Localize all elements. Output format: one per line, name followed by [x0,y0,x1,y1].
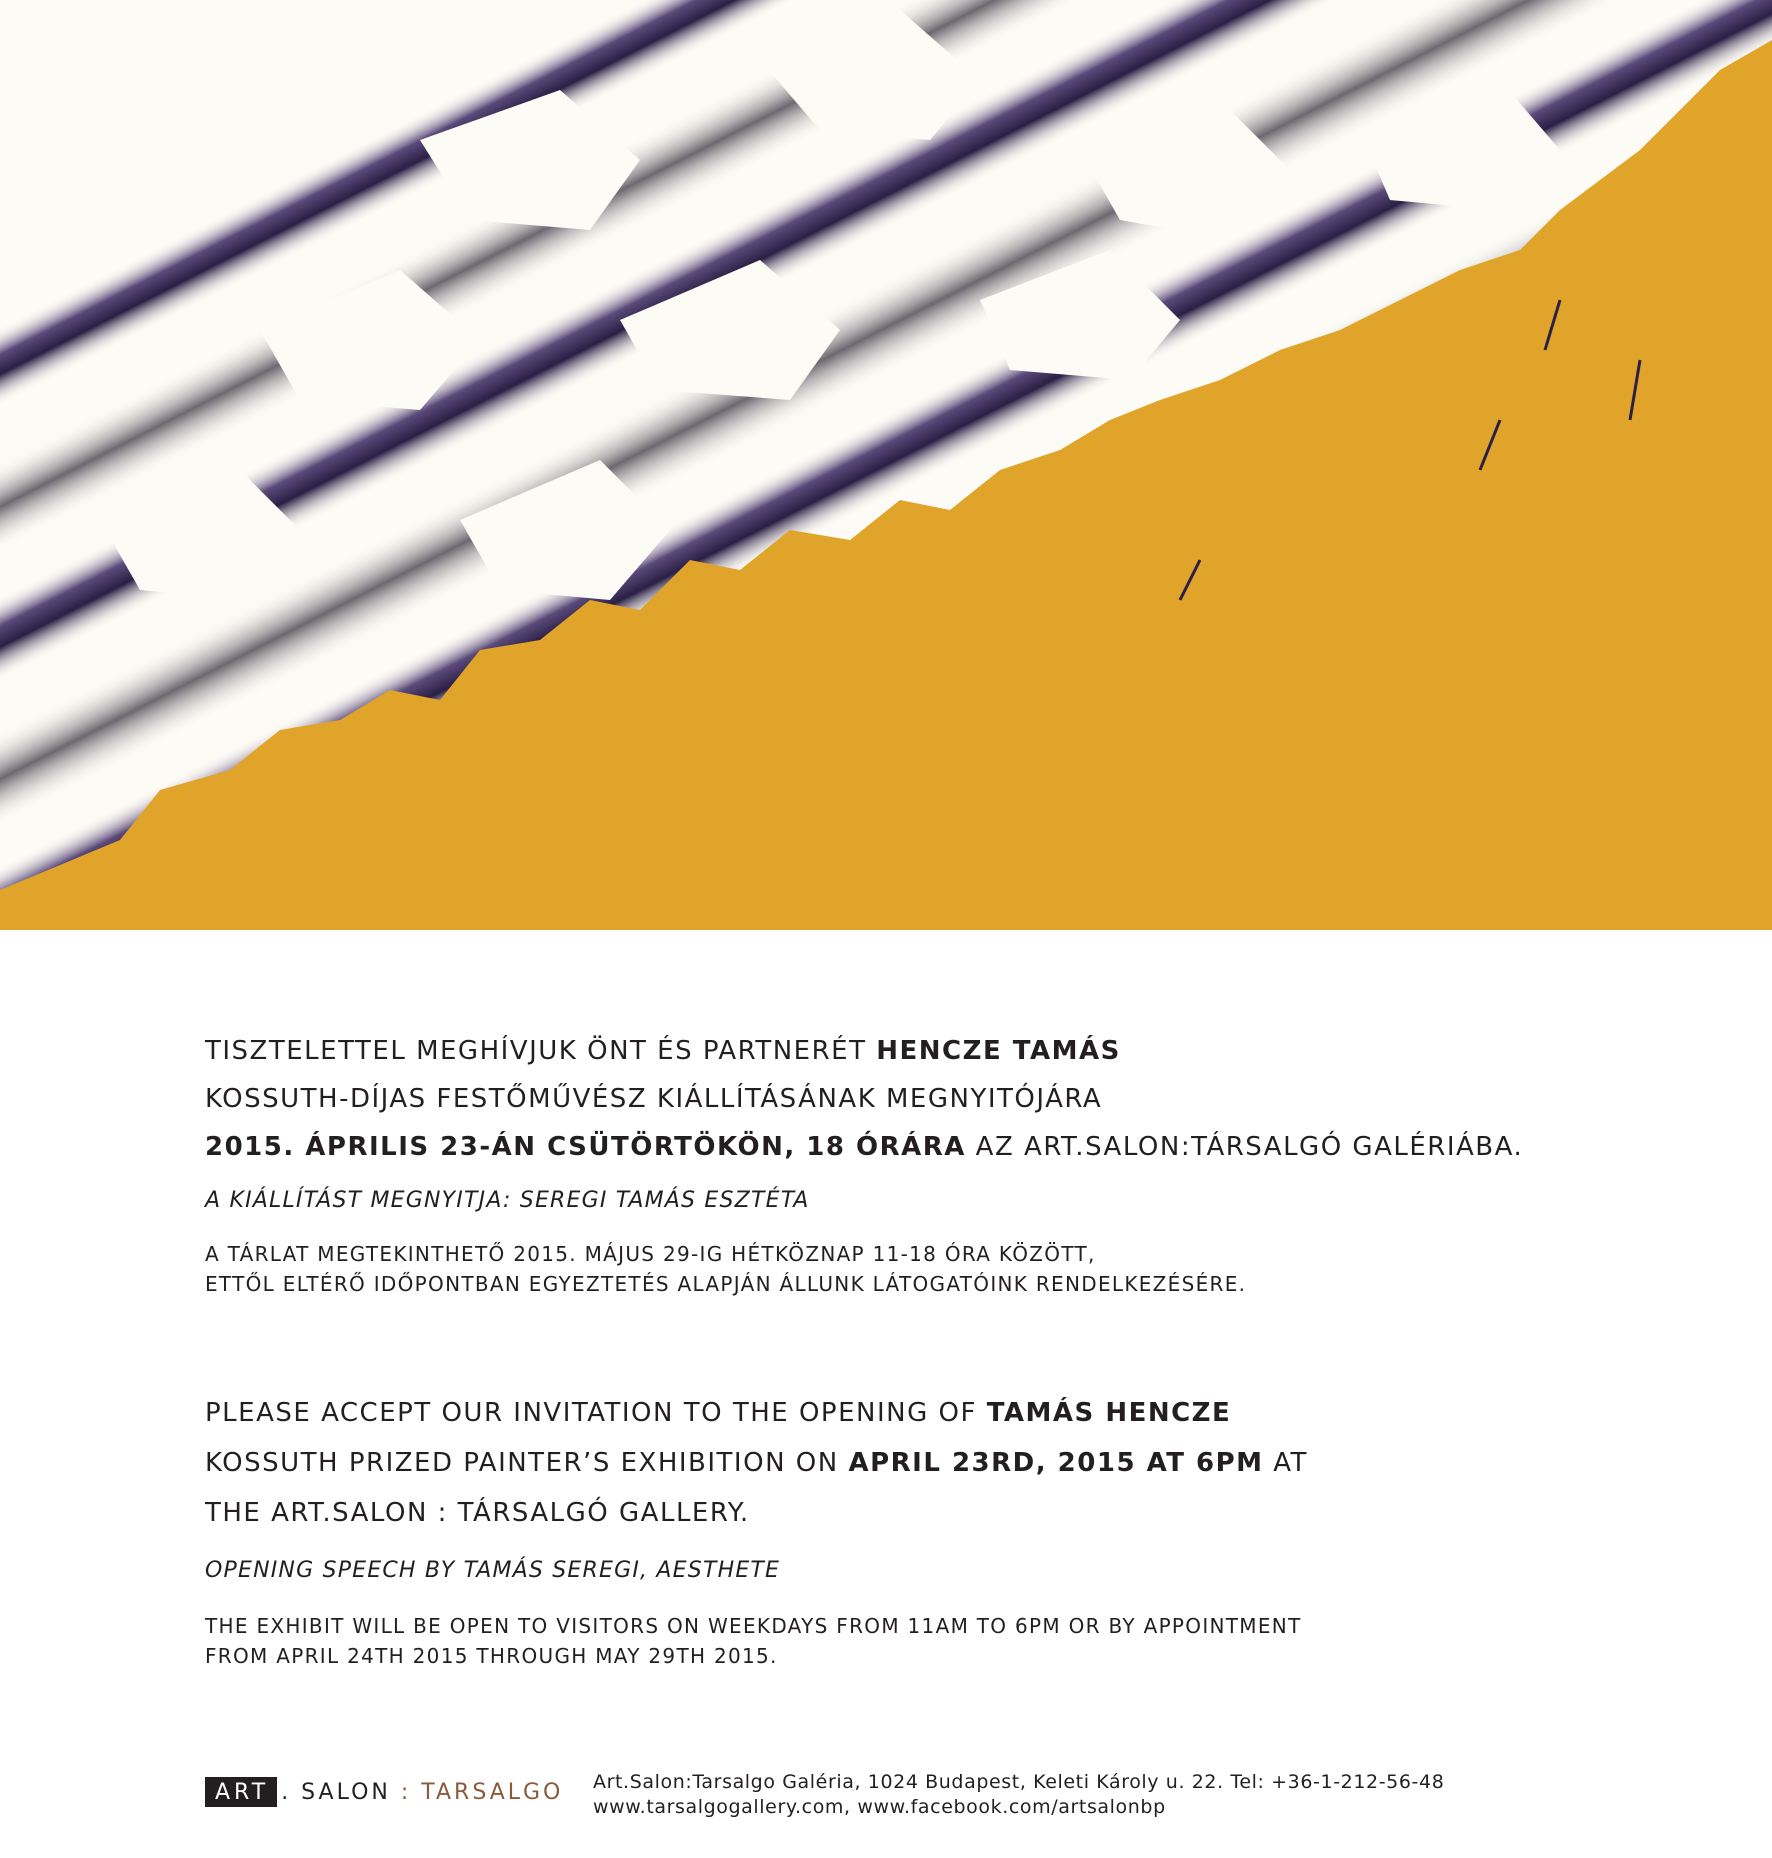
logo-art: ART [205,1777,277,1807]
en-line-2 [205,1450,1308,1476]
opening-date-en: APRIL 23RD, 2015 AT 6PM [848,1448,1264,1478]
opening-date-hu: 2015. ÁPRILIS 23-ÁN CSÜTÖRTÖKÖN, 18 ÓRÁRA [205,1132,966,1162]
logo-tarsalgo: : TARSALGO [400,1779,564,1805]
opening-speaker-en: OPENING SPEECH BY TAMÁS SEREGI, AESTHETE [205,1558,781,1583]
hours-hu-1: A TÁRLAT MEGTEKINTHETŐ 2015. MÁJUS 29-IG HÉTKÖZNAP 11-18 ÓRA KÖZÖTT, [205,1242,1096,1266]
hu-line-2-text: KOSSUTH-DÍJAS FESTŐMŰVÉSZ KIÁLLÍTÁSÁNAK MEGNYITÓJÁRA [205,1084,1103,1114]
hours-hu-2: ETTŐL ELTÉRŐ IDŐPONTBAN EGYEZTETÉS ALAPJÁN ÁLLUNK LÁTOGATÓINK RENDELKEZÉSÉRE. [205,1272,1247,1296]
gallery-address: Art.Salon:Tarsalgo Galéria, 1024 Budapest, Keleti Károly u. 22. Tel: +36-1-212-56-48 [593,1771,1445,1793]
gallery-logo [205,1777,563,1807]
artist-name-en: TAMÁS HENCZE [986,1398,1232,1428]
hu-line-3 [205,1134,1523,1160]
hu-line-3-venue: AZ ART.SALON:TÁRSALGÓ GALÉRIÁBA. [965,1132,1524,1162]
en-line-1-text: PLEASE ACCEPT OUR INVITATION TO THE OPENING OF [205,1398,987,1428]
hours-en-2: FROM APRIL 24TH 2015 THROUGH MAY 29TH 2015. [205,1644,778,1668]
artist-name-hu: HENCZE TAMÁS [876,1036,1121,1066]
en-line-1 [205,1400,1231,1426]
gallery-web-links[interactable]: www.tarsalgogallery.com, www.facebook.com/artsalonbp [593,1795,1166,1818]
hu-line-1-text: TISZTELETTEL MEGHÍVJUK ÖNT ÉS PARTNERÉT [205,1036,877,1066]
logo-salon: . SALON [281,1779,391,1805]
hu-line-2 [205,1086,1102,1112]
hu-line-1 [205,1038,1121,1064]
opening-speaker-hu: A KIÁLLÍTÁST MEGNYITJA: SEREGI TAMÁS ESZTÉTA [205,1188,810,1213]
hours-en-1: THE EXHIBIT WILL BE OPEN TO VISITORS ON WEEKDAYS FROM 11AM TO 6PM OR BY APPOINTMENT [205,1614,1302,1638]
footer [205,1762,1585,1832]
en-line-2-post: AT [1263,1448,1308,1478]
en-line-2-text: KOSSUTH PRIZED PAINTER’S EXHIBITION ON [205,1448,849,1478]
en-line-3-text: THE ART.SALON : TÁRSALGÓ GALLERY. [205,1498,750,1528]
en-line-3 [205,1500,750,1526]
gallery-contact [593,1770,1444,1819]
